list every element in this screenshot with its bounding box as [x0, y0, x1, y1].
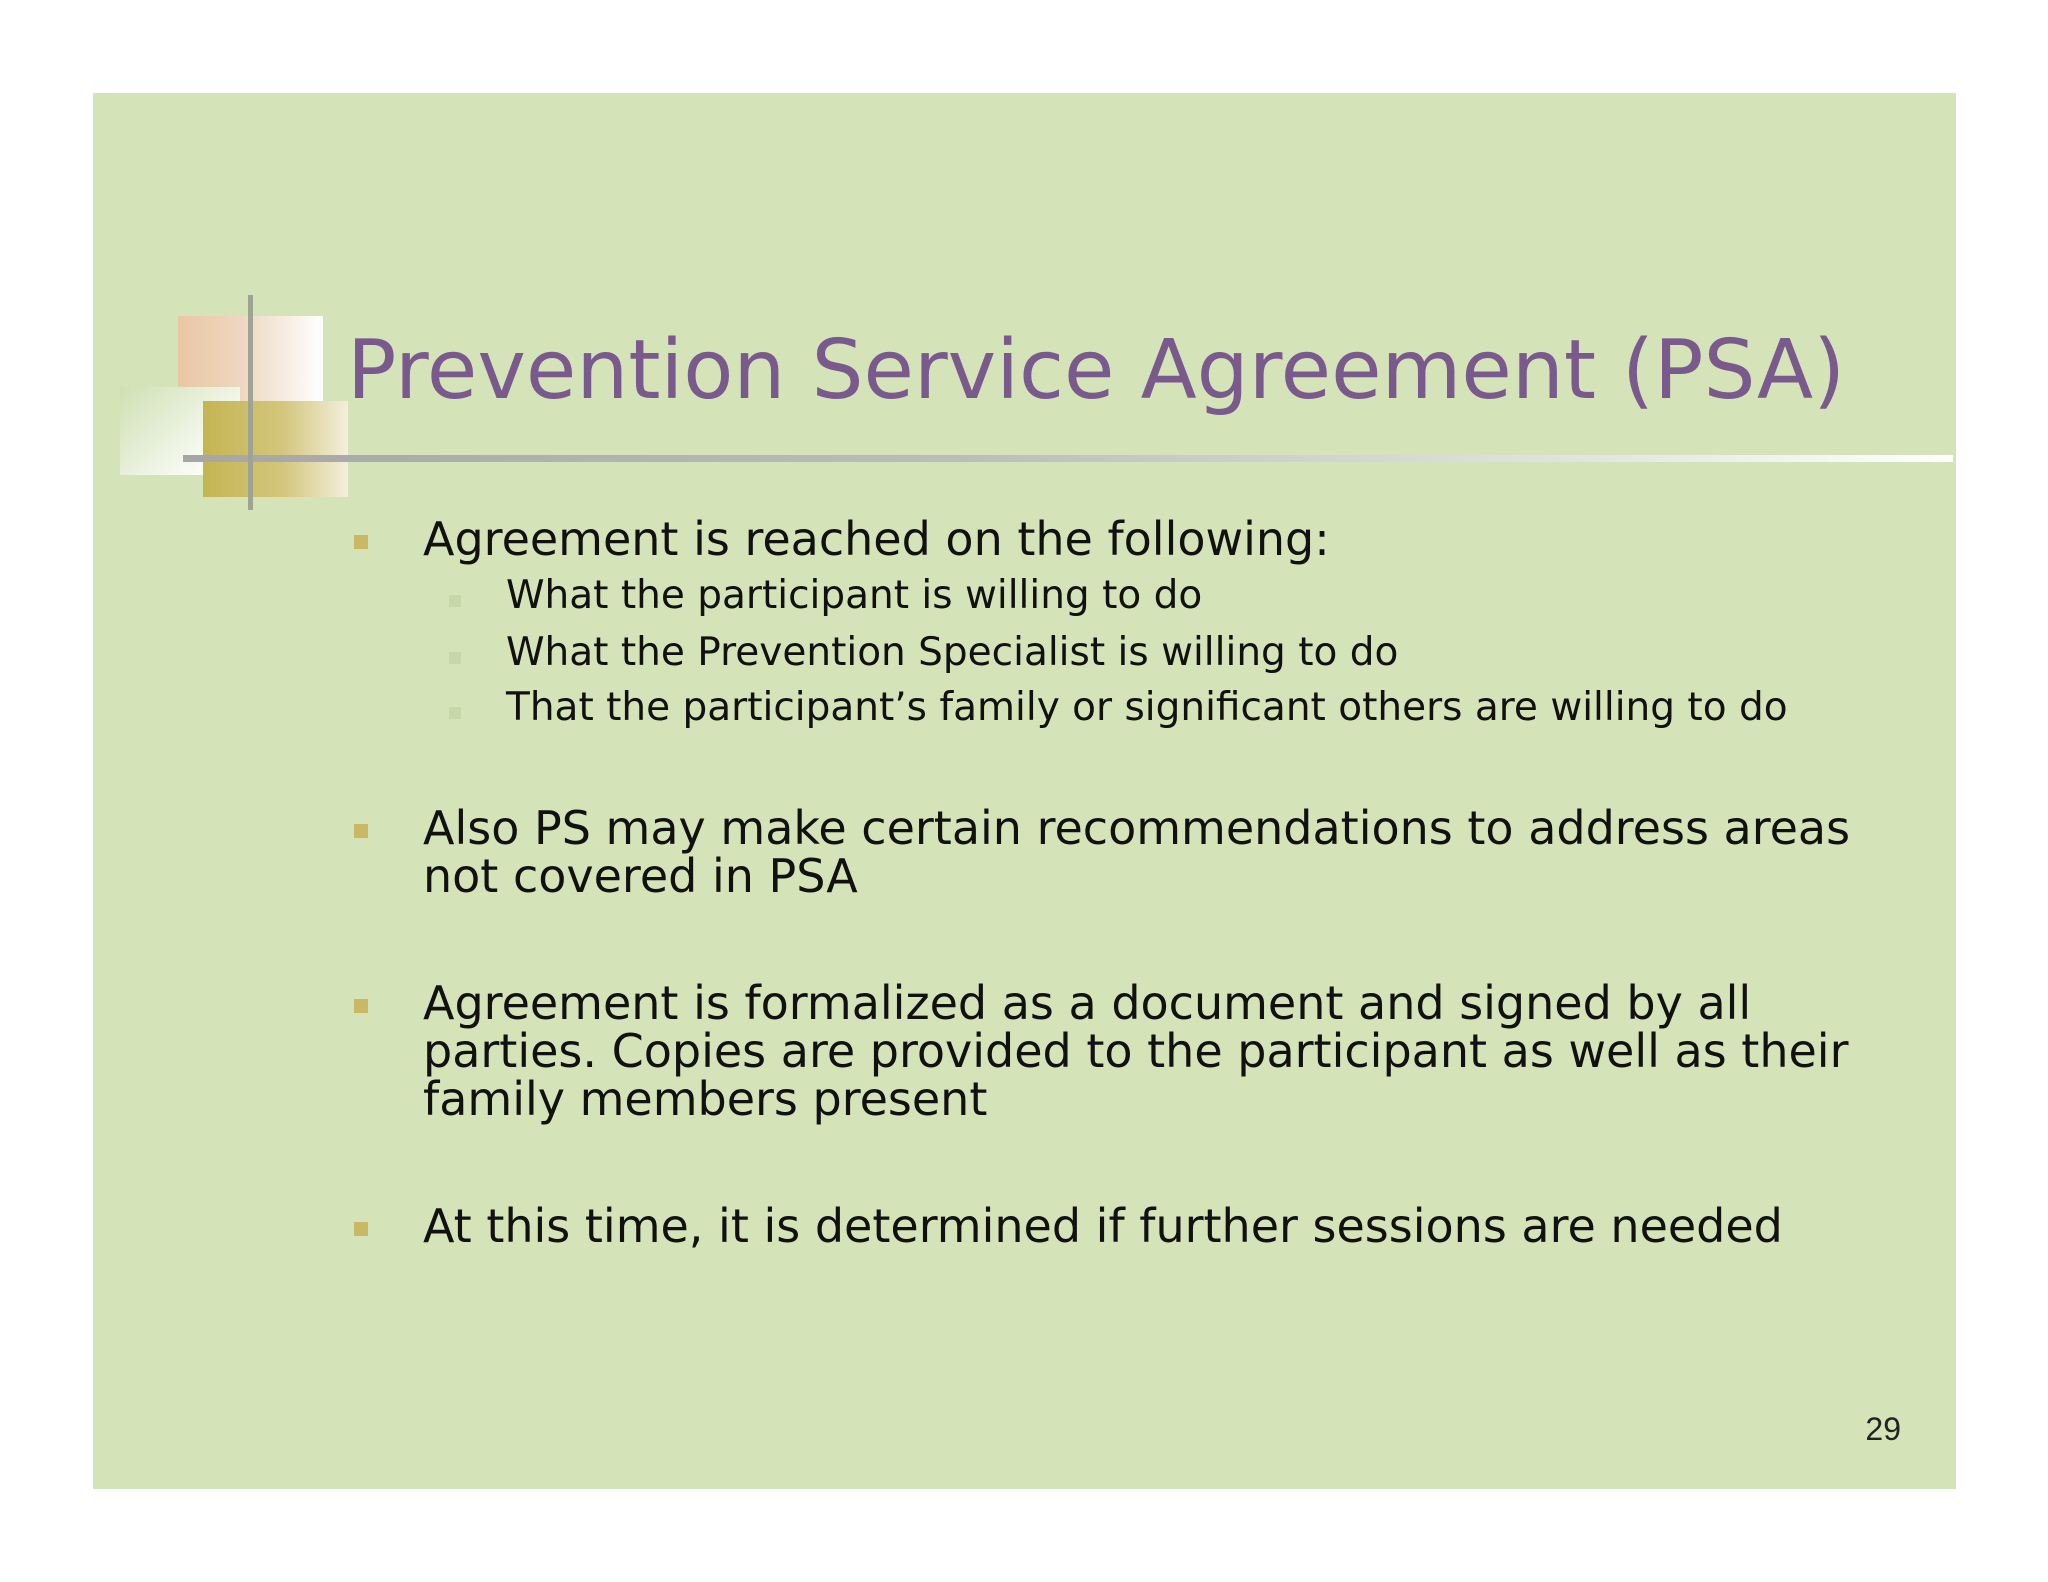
sub-bullet-text: That the participant’s family or significant others are willing to do: [506, 685, 1788, 730]
sub-bullet-marker: [449, 595, 461, 607]
slide: [93, 93, 1956, 1489]
bullet-text: not covered in PSA: [423, 849, 858, 903]
bullet-marker: [354, 999, 368, 1013]
page-number: 29: [1865, 1411, 1901, 1447]
bullet-text: family members present: [423, 1072, 988, 1126]
sub-bullet-marker: [449, 652, 461, 664]
sub-bullet-text: What the Prevention Specialist is willing to do: [506, 630, 1399, 675]
bullet-text: parties. Copies are provided to the participant as well as their: [423, 1024, 1849, 1078]
bullet-marker: [354, 1222, 368, 1236]
decorative-square-olive: [203, 401, 348, 497]
sub-bullet-text: What the participant is willing to do: [506, 573, 1203, 618]
bullet-text: Also PS may make certain recommendations to address areas: [423, 801, 1851, 855]
bullet-marker: [354, 824, 368, 838]
sub-bullet-marker: [449, 707, 461, 719]
slide-title: Prevention Service Agreement (PSA): [347, 323, 1846, 418]
bullet-text: Agreement is formalized as a document and signed by all: [423, 976, 1752, 1030]
bullet-text: At this time, it is determined if further sessions are needed: [423, 1199, 1783, 1253]
bullet-text: Agreement is reached on the following:: [423, 512, 1330, 566]
decorative-vertical-line: [248, 295, 253, 510]
bullet-marker: [354, 535, 368, 549]
title-underline: [183, 455, 1953, 462]
